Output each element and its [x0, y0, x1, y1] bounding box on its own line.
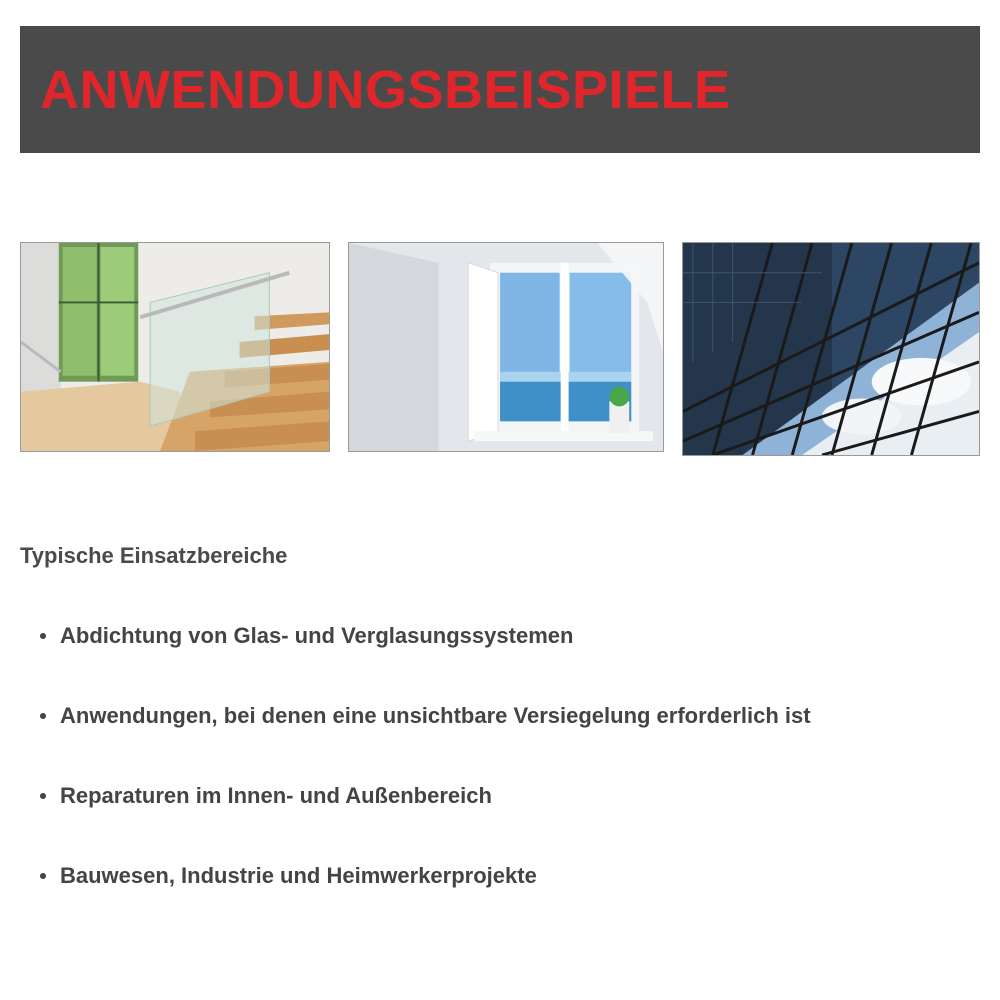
photo-glass-stair-railing — [20, 242, 330, 452]
bullet-icon — [40, 873, 46, 879]
bullet-icon — [40, 713, 46, 719]
list-item-text: Abdichtung von Glas- und Verglasungssystemen — [60, 623, 574, 648]
header-banner — [20, 26, 980, 153]
list-item — [40, 700, 811, 780]
list-item-text: Bauwesen, Industrie und Heimwerkerprojekte — [60, 863, 537, 888]
bullet-icon — [40, 633, 46, 639]
usage-list — [40, 620, 811, 940]
page-title: ANWENDUNGSBEISPIELE — [40, 60, 731, 120]
list-item — [40, 780, 811, 860]
list-item — [40, 860, 811, 940]
list-item-text: Reparaturen im Innen- und Außenbereich — [60, 783, 492, 808]
section-heading: Typische Einsatzbereiche — [20, 543, 288, 568]
bullet-icon — [40, 793, 46, 799]
photo-window-sea-view — [348, 242, 664, 452]
list-item — [40, 620, 811, 700]
photo-glass-facade — [682, 242, 980, 456]
list-item-text: Anwendungen, bei denen eine unsichtbare Versiegelung erforderlich ist — [60, 703, 811, 728]
